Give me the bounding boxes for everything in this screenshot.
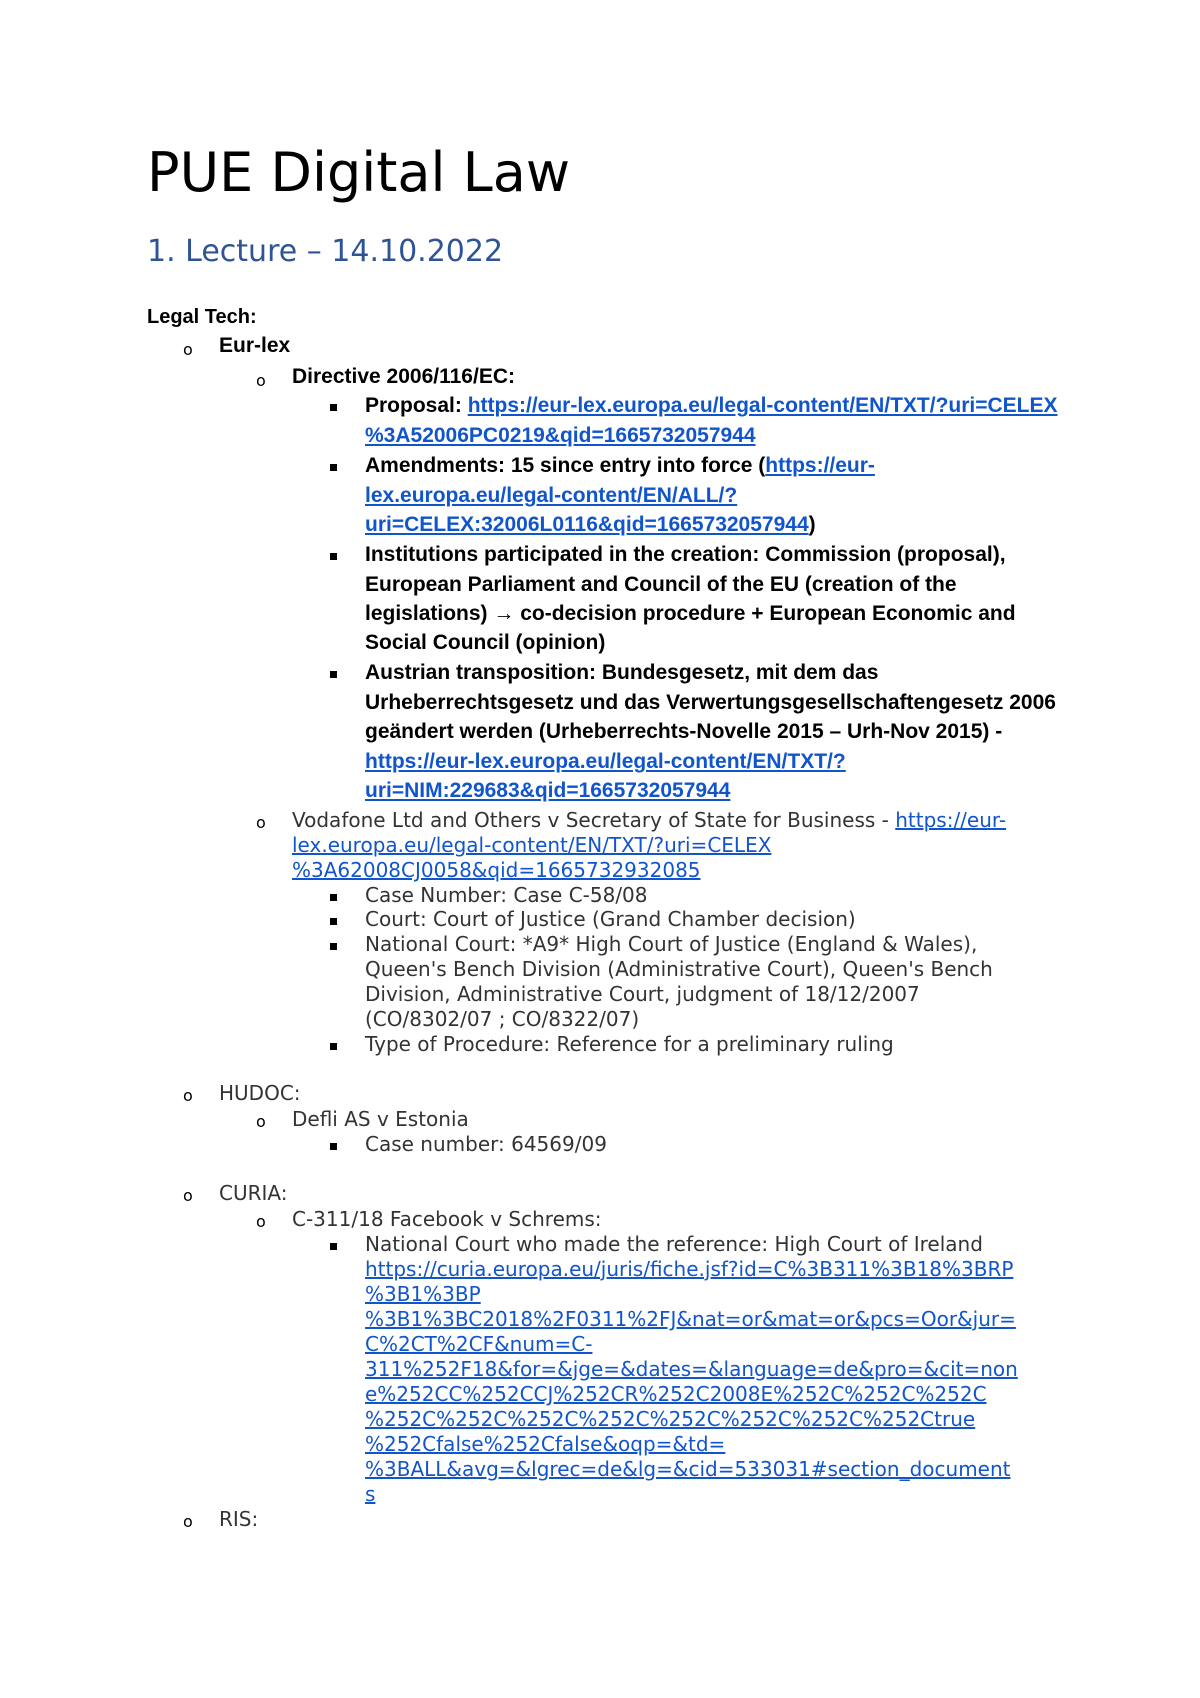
curia-link-line-9	[365, 1457, 1011, 1481]
proposal-item	[365, 394, 1058, 418]
proposal-link-cont	[365, 424, 756, 448]
circle-bullet: o	[256, 1212, 266, 1231]
circle-bullet: o	[256, 371, 266, 390]
vodafone-link-line-2	[292, 833, 771, 857]
circle-bullet: o	[183, 340, 193, 359]
page-title: PUE Digital Law	[147, 141, 571, 204]
vodafone-national-line-3: Division, Administrative Court, judgment of 18/12/2007	[365, 982, 920, 1006]
arrow-right-icon: →	[493, 602, 515, 625]
vodafone-text: Vodafone Ltd and Others v Secretary of State for Business -	[292, 808, 896, 832]
vodafone-national-line-2: Queen's Bench Division (Administrative Court), Queen's Bench	[365, 957, 993, 981]
institutions-line-3a: legislations)	[365, 602, 494, 625]
ris-label: RIS:	[219, 1507, 259, 1531]
hudoc-case-number: Case number: 64569/09	[365, 1132, 607, 1156]
amendments-link-cont[interactable]: lex.europa.eu/legal-content/EN/ALL/?	[365, 484, 738, 507]
amendments-link-line-3	[365, 513, 816, 537]
curia-link-line-8	[365, 1432, 725, 1456]
square-bullet	[330, 1143, 337, 1150]
curia-link-cont[interactable]: 311%252F18&for=&jge=&dates=&language=de&pro=&cit=non	[365, 1357, 1018, 1381]
curia-link-cont[interactable]: C%2CT%2CF&num=C-	[365, 1332, 593, 1356]
curia-link-cont[interactable]: %252C%252C%252C%252C%252C%252C%252C%252Ctrue	[365, 1407, 976, 1431]
square-bullet	[330, 464, 337, 471]
institutions-line-4: Social Council (opinion)	[365, 631, 606, 654]
square-bullet	[330, 894, 337, 901]
proposal-link-cont-text[interactable]: %3A52006PC0219&qid=1665732057944	[365, 424, 756, 447]
curia-link-line-7	[365, 1407, 975, 1431]
curia-link-line-10	[365, 1482, 375, 1506]
square-bullet	[330, 1043, 337, 1050]
section-label: Legal Tech:	[147, 306, 257, 328]
institutions-line-3b: co-decision procedure + European Economic and	[514, 602, 1016, 625]
austrian-link-line-2	[365, 779, 730, 803]
square-bullet	[330, 553, 337, 560]
circle-bullet: o	[256, 813, 266, 832]
austrian-link-cont[interactable]: uri=NIM:229683&qid=1665732057944	[365, 779, 731, 802]
square-bullet	[330, 943, 337, 950]
curia-link-line-2	[365, 1282, 481, 1306]
curia-link-line-1	[365, 1257, 1013, 1281]
curia-case: C-311/18 Facebook v Schrems:	[292, 1207, 602, 1231]
institutions-line-3	[365, 602, 1016, 626]
vodafone-link-cont[interactable]: lex.europa.eu/legal-content/EN/TXT/?uri=CELEX	[292, 833, 772, 857]
vodafone-national-line-4: (CO/8302/07 ; CO/8322/07)	[365, 1007, 640, 1031]
curia-link-cont[interactable]: %252Cfalse%252Cfalse&oqp=&td=	[365, 1432, 726, 1456]
curia-label: CURIA:	[219, 1181, 288, 1205]
amendments-link-cont-2[interactable]: uri=CELEX:32006L0116&qid=1665732057944	[365, 513, 809, 536]
curia-link[interactable]: https://curia.europa.eu/juris/fiche.jsf?id=C%3B311%3B18%3BRP	[365, 1257, 1014, 1281]
austrian-line-2: Urheberrechtsgesetz und das Verwertungsgesellschaftengesetz 2006	[365, 691, 1056, 714]
hudoc-label: HUDOC:	[219, 1081, 301, 1105]
vodafone-procedure: Type of Procedure: Reference for a preliminary ruling	[365, 1032, 894, 1056]
proposal-label: Proposal:	[365, 394, 468, 417]
circle-bullet: o	[183, 1086, 193, 1105]
institutions-line-1: Institutions participated in the creation: Commission (proposal),	[365, 543, 1006, 566]
vodafone-link-line-3	[292, 858, 701, 882]
vodafone-national-line-1: National Court: *A9* High Court of Justice (England & Wales),	[365, 932, 978, 956]
institutions-line-2: European Parliament and Council of the EU (creation of the	[365, 573, 957, 596]
curia-link-cont[interactable]: %3B1%3BP	[365, 1282, 481, 1306]
amendments-item	[365, 454, 875, 478]
austrian-line-3: geändert werden (Urheberrechts-Novelle 2015 – Urh-Nov 2015) -	[365, 720, 1003, 743]
austrian-line-1: Austrian transposition: Bundesgesetz, mit dem das	[365, 661, 879, 684]
curia-link-line-5	[365, 1357, 1018, 1381]
curia-link-line-3	[365, 1307, 1016, 1331]
amendments-text: Amendments: 15 since entry into force (	[365, 454, 766, 477]
vodafone-link-cont-2[interactable]: %3A62008CJ0058&qid=1665732932085	[292, 858, 701, 882]
vodafone-case-number: Case Number: Case C-58/08	[365, 883, 648, 907]
hudoc-case: Defli AS v Estonia	[292, 1107, 469, 1131]
square-bullet	[330, 1243, 337, 1250]
vodafone-link[interactable]: https://eur-	[895, 808, 1007, 832]
vodafone-court: Court: Court of Justice (Grand Chamber decision)	[365, 907, 856, 931]
amendments-link-line-2	[365, 484, 737, 508]
amendments-link[interactable]: https://eur-	[765, 454, 875, 477]
square-bullet	[330, 671, 337, 678]
curia-link-line-6	[365, 1382, 987, 1406]
eurlex-label: Eur-lex	[219, 334, 291, 357]
curia-link-cont[interactable]: s	[365, 1482, 376, 1506]
curia-link-cont[interactable]: %3B1%3BC2018%2F0311%2FJ&nat=or&mat=or&pcs=Oor&jur=	[365, 1307, 1016, 1331]
square-bullet	[330, 404, 337, 411]
circle-bullet: o	[183, 1186, 193, 1205]
square-bullet	[330, 918, 337, 925]
circle-bullet: o	[183, 1512, 193, 1531]
lecture-heading: 1. Lecture – 14.10.2022	[147, 234, 504, 269]
curia-link-cont[interactable]: e%252CC%252CCJ%252CR%252C2008E%252C%252C%252C	[365, 1382, 987, 1406]
amendments-close: )	[808, 513, 816, 536]
directive-label: Directive 2006/116/EC:	[292, 365, 515, 388]
curia-link-line-4	[365, 1332, 592, 1356]
austrian-link-line-1	[365, 750, 846, 774]
curia-national: National Court who made the reference: High Court of Ireland	[365, 1232, 983, 1256]
vodafone-line-1	[292, 808, 1006, 832]
circle-bullet: o	[256, 1112, 266, 1131]
austrian-link[interactable]: https://eur-lex.europa.eu/legal-content/EN/TXT/?	[365, 750, 846, 773]
curia-link-cont[interactable]: %3BALL&avg=&lgrec=de&lg=&cid=533031#section_document	[365, 1457, 1011, 1481]
proposal-link[interactable]: https://eur-lex.europa.eu/legal-content/EN/TXT/?uri=CELEX	[467, 394, 1058, 417]
